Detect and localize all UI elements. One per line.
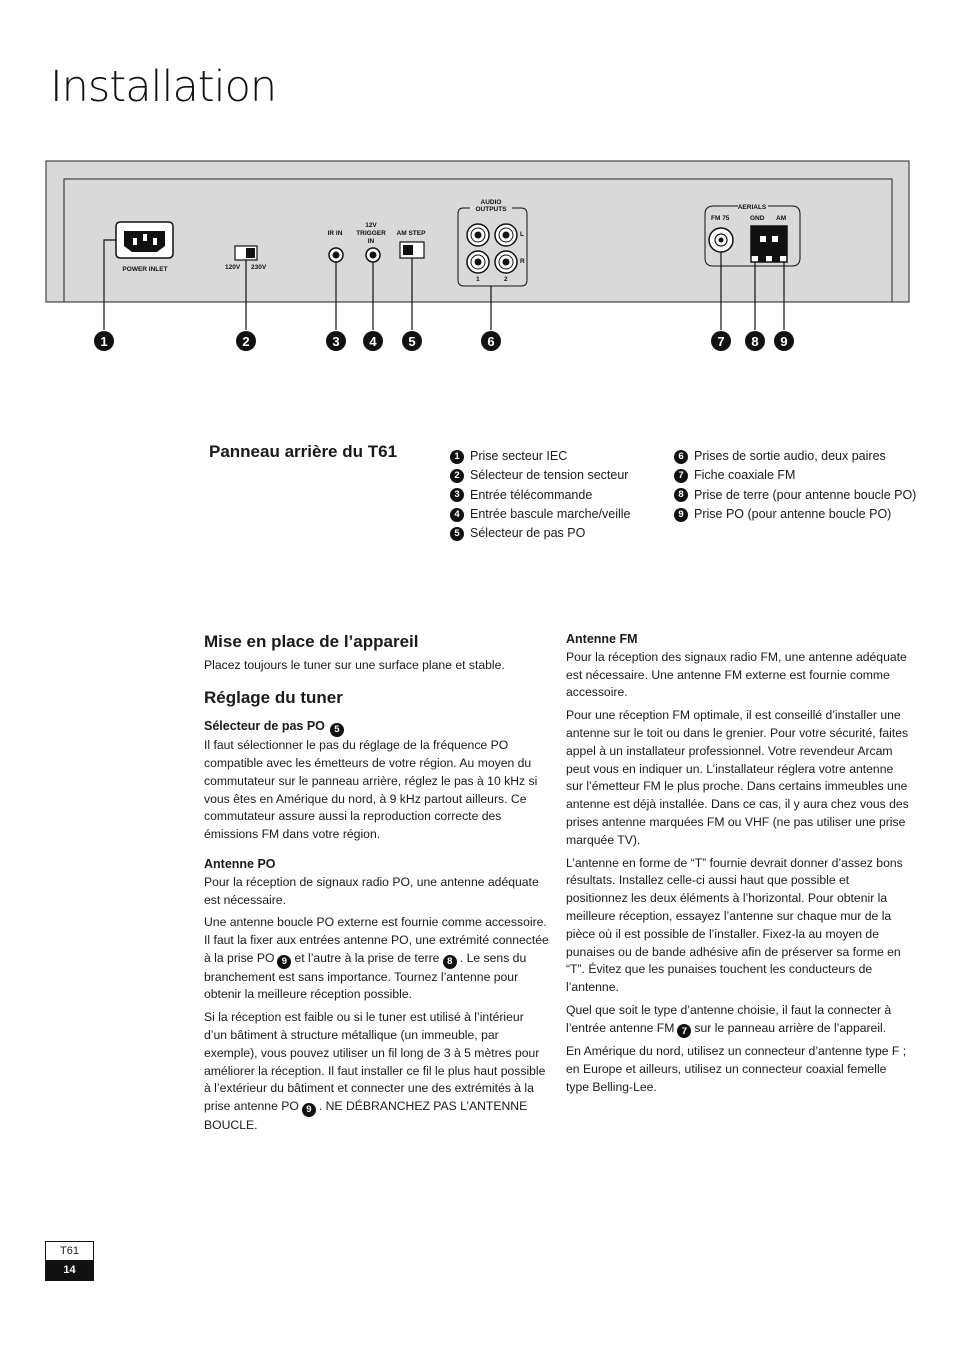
- callout-ref: 8: [443, 955, 457, 969]
- callout-1: [94, 331, 114, 351]
- power-inlet-label: POWER INLET: [122, 266, 168, 273]
- callout-9: [774, 331, 794, 351]
- paragraph-po-2-text: et l’autre à la prise de terre: [294, 950, 440, 965]
- legend-number: 2: [450, 469, 464, 483]
- svg-text:7: 7: [717, 334, 725, 349]
- power-inlet-icon: [116, 222, 173, 258]
- legend-number: 4: [450, 508, 464, 522]
- svg-text:4: 4: [369, 334, 377, 349]
- legend-text: Prises de sortie audio, deux paires: [694, 449, 886, 463]
- paragraph-po-3-text: . NE DÉBRANCHEZ PAS L’ANTENNE BOUCLE.: [204, 1099, 528, 1132]
- callout-2: [236, 331, 256, 351]
- legend-number: 1: [450, 450, 464, 464]
- aerials-label: AERIALS: [737, 204, 767, 211]
- legend-text: Prise PO (pour antenne boucle PO): [694, 506, 892, 521]
- legend-number: 5: [450, 527, 464, 541]
- svg-text:2: 2: [242, 334, 250, 349]
- legend-text: Entrée bascule marche/veille: [470, 506, 631, 521]
- legend-item: [674, 447, 916, 466]
- fm-coax-socket-icon: [709, 228, 733, 252]
- audio-out1-label: 1: [476, 276, 480, 283]
- legend-item: [450, 447, 631, 466]
- legend-text: Prise secteur IEC: [470, 449, 568, 463]
- paragraph-po-3: [204, 1009, 549, 1135]
- trigger-label-1: 12V: [365, 222, 377, 229]
- left-column: [204, 633, 549, 1140]
- svg-text:5: 5: [408, 334, 416, 349]
- heading-selecteur-text: Sélecteur de pas PO: [204, 719, 325, 734]
- paragraph-fm-2: Pour une réception FM optimale, il est conseillé d’installer une antenne sur le toit ou dans le grenier. Pour votre sécurité, faites appel à un installateur professionnel. Votre revendeur Arcam peut vous en indiquer un. L’installateur réglera votre antenne sur l’émetteur FM le plus proche. Dans certains immeubles une antenne est déjà installée. Dans ce cas, il y aura chez vous des prises antenne marquées FM ou VHF (ne pas utiliser une prise marquée TV).: [566, 708, 909, 847]
- heading-reglage: Réglage du tuner: [204, 687, 343, 707]
- svg-text:6: 6: [487, 334, 495, 349]
- svg-text:3: 3: [332, 334, 340, 349]
- legend-column-2: [674, 447, 916, 524]
- voltage-switch-icon: [235, 246, 257, 260]
- am-step-switch-icon: [400, 242, 424, 258]
- callout-ref: 7: [677, 1024, 691, 1038]
- callout-ref: 5: [330, 723, 344, 737]
- trigger-label-3: IN: [367, 238, 375, 245]
- paragraph-selecteur: Il faut sélectionner le pas du réglage de la fréquence PO compatible avec les émetteurs de votre région. Au moyen du commutateur sur le panneau arrière, réglez le pas à 10 kHz si vous êtes en Amérique du nord, à 9 kHz partout ailleurs. Ce commutateur assure aussi la reproduction correcte des émissions FM dans votre région.: [204, 738, 538, 842]
- footer-model: T61: [60, 1245, 79, 1257]
- paragraph-po-2: [204, 914, 549, 1004]
- legend-item: [450, 505, 631, 524]
- paragraph-po-1: Pour la réception de signaux radio PO, une antenne adéquate est nécessaire.: [204, 874, 539, 907]
- legend-column-1: [450, 447, 631, 543]
- page-number: 14: [46, 1260, 93, 1280]
- audio-label-1: AUDIO: [480, 199, 502, 206]
- legend-text: Fiche coaxiale FM: [694, 468, 796, 483]
- legend-number: 8: [674, 488, 688, 502]
- callout-ref: 9: [277, 955, 291, 969]
- heading-antenne-fm: Antenne FM: [566, 632, 638, 646]
- legend-item: [450, 466, 631, 485]
- audio-l-label: L: [520, 231, 524, 238]
- callout-7: [711, 331, 731, 351]
- paragraph-mise-en-place: Placez toujours le tuner sur une surface plane et stable.: [204, 657, 505, 672]
- paragraph-fm-1: Pour la réception des signaux radio FM, une antenne adéquate est nécessaire. Une antenne FM externe est fournie comme accessoire.: [566, 649, 907, 700]
- paragraph-po-2-text: Une antenne boucle PO externe est fournie comme accessoire. Il faut la fixer aux entrées antenne PO, une extrémité connectée à la prise PO: [204, 915, 549, 965]
- voltage-230-label: 230V: [251, 264, 267, 271]
- audio-out2-label: 2: [504, 276, 508, 283]
- page-title: Installation: [50, 62, 277, 112]
- fm75-label: FM 75: [711, 215, 730, 222]
- caption-heading: Panneau arrière du T61: [209, 442, 398, 461]
- svg-text:1: 1: [100, 334, 108, 349]
- audio-label-2: OUTPUTS: [475, 206, 507, 213]
- callout-ref: 9: [302, 1103, 316, 1117]
- legend-text: Sélecteur de tension secteur: [470, 468, 629, 483]
- callout-4: [363, 331, 383, 351]
- right-column: [566, 631, 912, 1102]
- ir-in-jack-icon: [329, 248, 343, 262]
- rear-panel-diagram: [0, 150, 954, 370]
- trigger-label-2: TRIGGER: [356, 230, 386, 237]
- svg-text:9: 9: [780, 334, 788, 349]
- voltage-120-label: 120V: [225, 264, 241, 271]
- paragraph-fm-4: [566, 1002, 912, 1039]
- trigger-jack-icon: [366, 248, 380, 262]
- paragraph-po-3-text: Si la réception est faible ou si le tuner est utilisé à l’intérieur d’un bâtiment à structure métallique (un immeuble, par exemple), vous pouvez utiliser un fil long de 3 à 5 mètres pour améliorer la réception. Il faut installer ce fil le plus haut possible à l’extérieur du bâtiment et connecter une des extrémités à la prise antenne PO: [204, 1010, 546, 1114]
- legend-number: 9: [674, 508, 688, 522]
- heading-selecteur: [204, 718, 549, 737]
- heading-antenne-po: Antenne PO: [204, 856, 276, 871]
- svg-text:8: 8: [751, 334, 759, 349]
- legend-item: [674, 486, 916, 505]
- legend-number: 7: [674, 469, 688, 483]
- callout-8: [745, 331, 765, 351]
- legend-item: [674, 505, 916, 524]
- callout-5: [402, 331, 422, 351]
- paragraph-fm-4-text: sur le panneau arrière de l’appareil.: [694, 1020, 887, 1035]
- legend-text: Sélecteur de pas PO: [470, 526, 586, 541]
- am-label: AM: [776, 215, 787, 222]
- paragraph-fm-3: L’antenne en forme de “T” fournie devrait donner d’assez bons résultats. Installez celle-ci aussi haut que possible et positionnez les deux éléments à l’horizontal. Pour obtenir la meilleure réception, essayez l’antenne sur chaque mur de la pièce où il est possible de l’installer. Fixez-la au moyen de punaises ou de bande adhésive afin de préserver sa forme en “T”. Évitez que les punaises touchent les conducteurs de l’antenne.: [566, 855, 903, 995]
- audio-r-label: R: [520, 258, 525, 265]
- legend-text: Prise de terre (pour antenne boucle PO): [694, 487, 917, 502]
- legend-item: [450, 486, 631, 505]
- legend-item: [450, 524, 631, 543]
- am-terminal-block-icon: [751, 226, 787, 262]
- ir-in-label: IR IN: [327, 230, 343, 237]
- page-footer: [45, 1241, 94, 1281]
- paragraph-po-2-text: . Le sens du branchement est sans importance. Tournez l’antenne pour obtenir la meilleure réception possible.: [204, 950, 527, 1002]
- gnd-label: GND: [750, 215, 765, 222]
- callout-6: [481, 331, 501, 351]
- legend-number: 3: [450, 488, 464, 502]
- legend-number: 6: [674, 450, 688, 464]
- paragraph-fm-4-text: Quel que soit le type d’antenne choisie, il faut la connecter à l’entrée antenne FM: [566, 1002, 892, 1035]
- legend-item: [674, 466, 916, 485]
- heading-mise-en-place: Mise en place de l’appareil: [204, 632, 419, 651]
- callout-3: [326, 331, 346, 351]
- legend-text: Entrée télécommande: [470, 487, 593, 502]
- am-step-label: AM STEP: [396, 230, 426, 237]
- paragraph-fm-5: En Amérique du nord, utilisez un connecteur d’antenne type F ; en Europe et ailleurs, utilisez un connecteur coaxial femelle type Belling-Lee.: [566, 1044, 907, 1095]
